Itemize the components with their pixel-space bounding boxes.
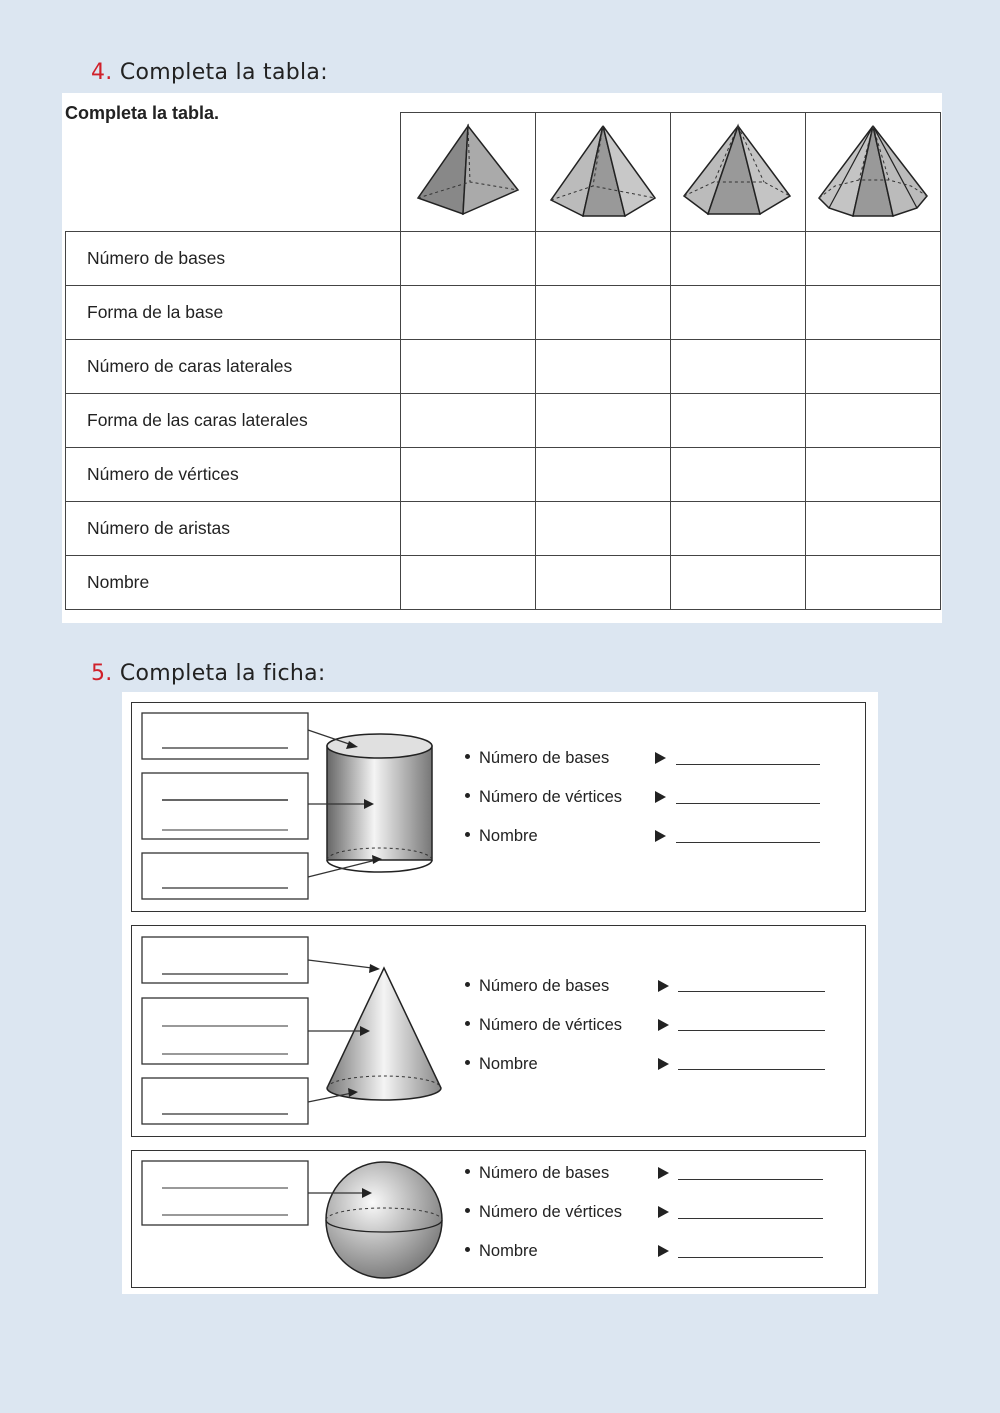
answer-cell[interactable] xyxy=(401,286,536,340)
answer-cell[interactable] xyxy=(536,448,671,502)
section-5-number: 5. xyxy=(91,661,113,686)
arrow-icon xyxy=(658,1167,669,1179)
answer-cell[interactable] xyxy=(671,286,806,340)
section-5-title: Completa la ficha: xyxy=(119,661,326,686)
answer-line[interactable] xyxy=(678,1257,823,1258)
answer-cell[interactable] xyxy=(806,448,941,502)
row-label: Número de bases xyxy=(66,232,401,286)
arrow-icon xyxy=(658,1245,669,1257)
property-label: Nombre xyxy=(465,1242,538,1261)
answer-cell[interactable] xyxy=(806,502,941,556)
answer-cell[interactable] xyxy=(401,232,536,286)
table-title: Completa la tabla. xyxy=(65,103,220,123)
answer-cell[interactable] xyxy=(536,502,671,556)
pentagonal-pyramid-icon xyxy=(536,113,671,232)
answer-line[interactable] xyxy=(678,1030,825,1031)
arrow-icon xyxy=(658,1058,669,1070)
answer-line[interactable] xyxy=(676,803,820,804)
answer-cell[interactable] xyxy=(401,502,536,556)
answer-cell[interactable] xyxy=(536,232,671,286)
table-row xyxy=(66,394,941,448)
hexagonal-pyramid-icon xyxy=(671,113,806,232)
row-label: Número de vértices xyxy=(66,448,401,502)
answer-cell[interactable] xyxy=(671,394,806,448)
section-4-number: 4. xyxy=(91,60,113,85)
row-label: Nombre xyxy=(66,556,401,610)
answer-cell[interactable] xyxy=(401,448,536,502)
answer-cell[interactable] xyxy=(806,340,941,394)
answer-cell[interactable] xyxy=(806,556,941,610)
square-pyramid-icon xyxy=(401,113,536,232)
property-label: Nombre xyxy=(465,827,538,846)
property-label: Nombre xyxy=(465,1055,538,1074)
answer-cell[interactable] xyxy=(536,394,671,448)
pyramid-table xyxy=(65,112,941,610)
answer-line[interactable] xyxy=(678,1179,823,1180)
answer-cell[interactable] xyxy=(671,232,806,286)
table-row xyxy=(66,502,941,556)
answer-cell[interactable] xyxy=(671,340,806,394)
answer-cell[interactable] xyxy=(671,502,806,556)
answer-cell[interactable] xyxy=(806,394,941,448)
row-label: Número de aristas xyxy=(66,502,401,556)
section-5-heading xyxy=(91,661,326,686)
arrow-icon xyxy=(658,980,669,992)
property-label: Número de bases xyxy=(465,749,609,768)
answer-cell[interactable] xyxy=(806,286,941,340)
cylinder-panel xyxy=(131,702,866,912)
arrow-icon xyxy=(655,752,666,764)
answer-cell[interactable] xyxy=(806,232,941,286)
answer-cell[interactable] xyxy=(671,556,806,610)
answer-line[interactable] xyxy=(676,764,820,765)
answer-cell[interactable] xyxy=(536,286,671,340)
row-label: Forma de las caras laterales xyxy=(66,394,401,448)
answer-line[interactable] xyxy=(678,1218,823,1219)
answer-line[interactable] xyxy=(676,842,820,843)
property-label: Número de vértices xyxy=(465,788,622,807)
answer-cell[interactable] xyxy=(401,340,536,394)
arrow-icon xyxy=(655,830,666,842)
property-label: Número de vértices xyxy=(465,1203,622,1222)
property-label: Número de bases xyxy=(465,1164,609,1183)
table-header-row xyxy=(66,113,941,232)
answer-line[interactable] xyxy=(678,991,825,992)
pyramid-table-sheet xyxy=(62,93,942,623)
octagonal-pyramid-icon xyxy=(806,113,941,232)
property-label: Número de vértices xyxy=(465,1016,622,1035)
arrow-icon xyxy=(655,791,666,803)
table-row xyxy=(66,340,941,394)
property-label: Número de bases xyxy=(465,977,609,996)
row-label: Número de caras laterales xyxy=(66,340,401,394)
answer-cell[interactable] xyxy=(536,340,671,394)
section-4-heading xyxy=(91,60,328,85)
table-row xyxy=(66,448,941,502)
answer-cell[interactable] xyxy=(401,394,536,448)
table-row xyxy=(66,232,941,286)
answer-cell[interactable] xyxy=(671,448,806,502)
arrow-icon xyxy=(658,1206,669,1218)
cylinder-icon xyxy=(132,703,867,913)
arrow-icon xyxy=(658,1019,669,1031)
table-row xyxy=(66,556,941,610)
answer-line[interactable] xyxy=(678,1069,825,1070)
answer-cell[interactable] xyxy=(401,556,536,610)
answer-cell[interactable] xyxy=(536,556,671,610)
row-label: Forma de la base xyxy=(66,286,401,340)
section-4-title: Completa la tabla: xyxy=(119,60,328,85)
table-row xyxy=(66,286,941,340)
